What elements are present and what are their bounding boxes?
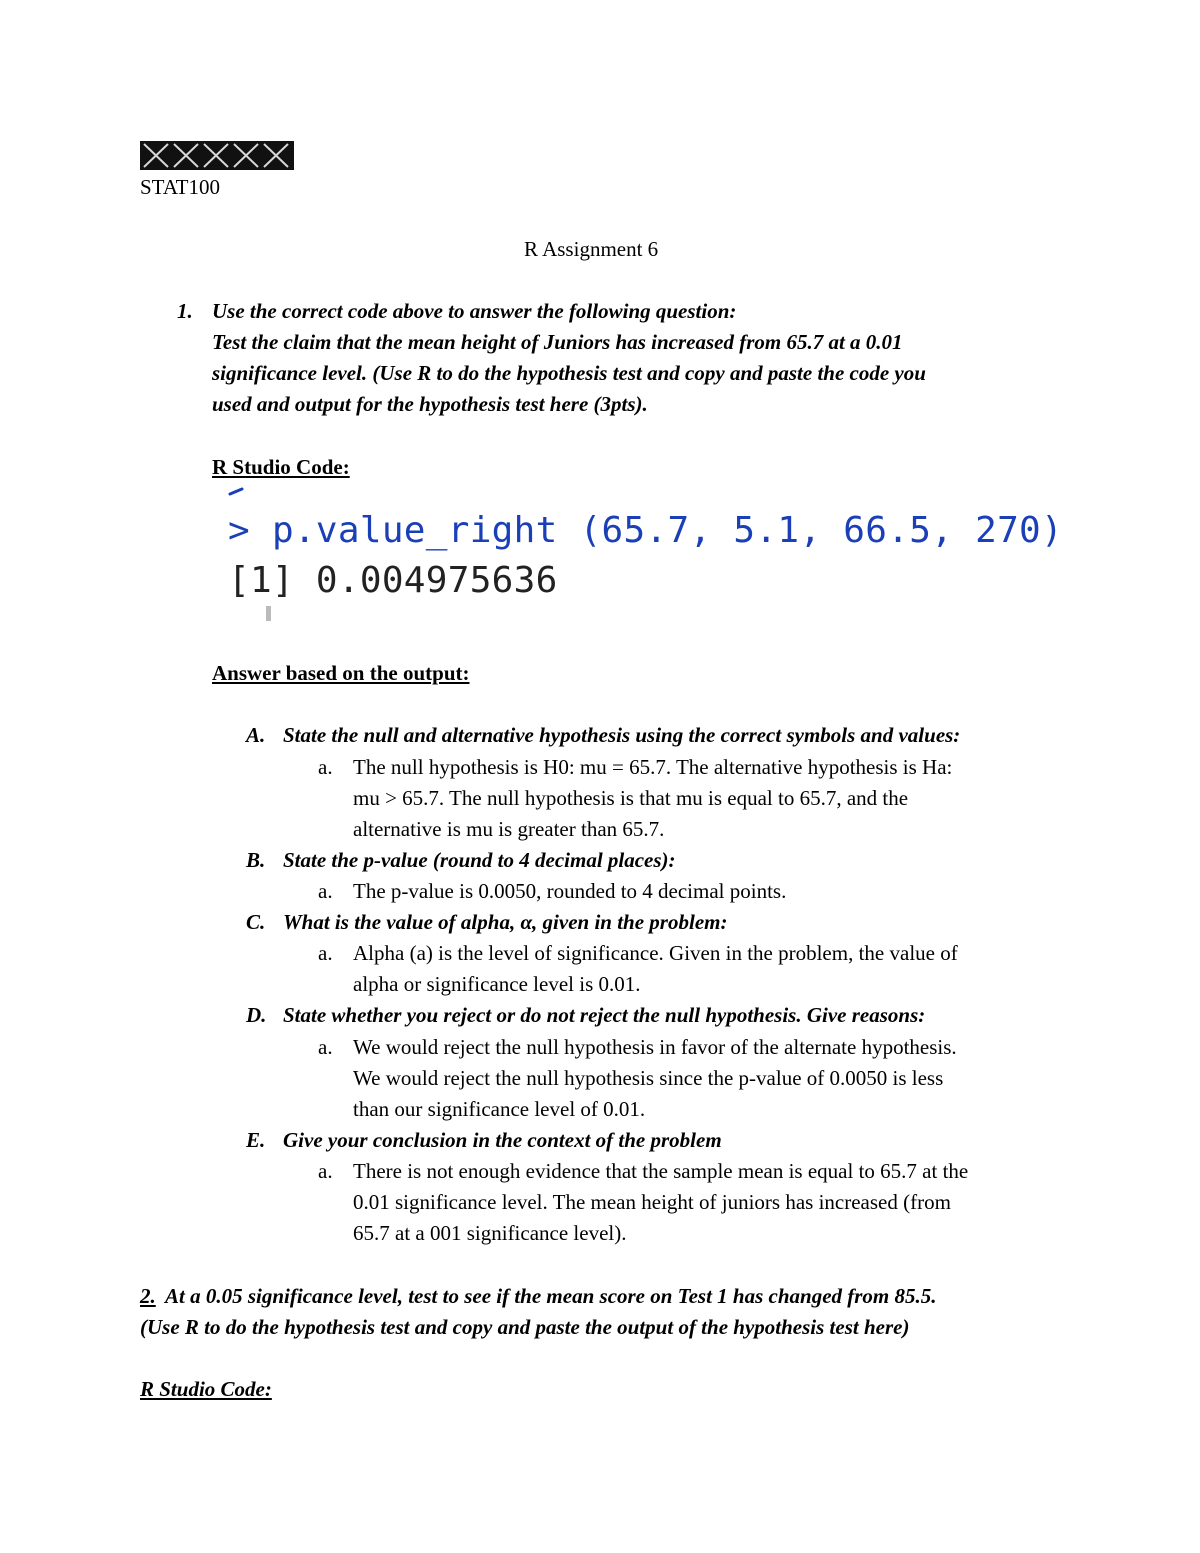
part-a-question: State the null and alternative hypothesis using the correct symbols and values: — [283, 723, 961, 747]
console-output: [1] 0.004975636 — [228, 560, 558, 601]
q2-line-1: At a 0.05 significance level, test to see if the mean score on Test 1 has changed from 85.5. — [165, 1284, 937, 1308]
part-a-answer-letter: a. — [318, 755, 333, 779]
part-b-question: State the p-value (round to 4 decimal places): — [283, 848, 676, 872]
q1-line-3: significance level. (Use R to do the hypothesis test and copy and paste the code you — [212, 361, 926, 385]
part-d-answer-line-2: We would reject the null hypothesis since the p-value of 0.0050 is less — [353, 1066, 944, 1090]
part-d-question: State whether you reject or do not reject the null hypothesis. Give reasons: — [283, 1003, 926, 1027]
console-cursor-mark — [228, 486, 246, 496]
q1-code-label: R Studio Code: — [212, 455, 350, 479]
part-e-answer-line-2: 0.01 significance level. The mean height of juniors has increased (from — [353, 1190, 951, 1214]
part-e-answer-line-3: 65.7 at a 001 significance level). — [353, 1221, 627, 1245]
redacted-name-block — [140, 141, 294, 170]
q1-number: 1. — [177, 299, 193, 323]
part-b-answer-letter: a. — [318, 879, 333, 903]
part-c-letter: C. — [246, 910, 266, 934]
q1-line-1: Use the correct code above to answer the following question: — [212, 299, 737, 323]
part-e-answer-letter: a. — [318, 1159, 333, 1183]
console-caret — [266, 606, 271, 621]
part-b-answer-line-1: The p-value is 0.0050, rounded to 4 decimal points. — [353, 879, 787, 903]
redaction-pattern — [140, 141, 294, 170]
document-title: R Assignment 6 — [524, 237, 659, 261]
part-e-answer-line-1: There is not enough evidence that the sample mean is equal to 65.7 at the — [353, 1159, 969, 1183]
q1-line-2: Test the claim that the mean height of Juniors has increased from 65.7 at a 0.01 — [212, 330, 903, 354]
answer-label: Answer based on the output: — [212, 661, 470, 685]
part-a-answer-line-2: mu > 65.7. The null hypothesis is that mu is equal to 65.7, and the — [353, 786, 909, 810]
q2-code-label: R Studio Code: — [140, 1377, 272, 1401]
course-code: STAT100 — [140, 175, 220, 199]
part-d-answer-line-1: We would reject the null hypothesis in favor of the alternate hypothesis. — [353, 1035, 957, 1059]
part-c-question: What is the value of alpha, α, given in the problem: — [283, 910, 728, 934]
r-console-screenshot — [214, 480, 1064, 625]
part-b-letter: B. — [246, 848, 266, 872]
part-c-answer-line-1: Alpha (a) is the level of significance. Given in the problem, the value of — [353, 941, 958, 965]
part-a-answer-line-1: The null hypothesis is H0: mu = 65.7. The alternative hypothesis is Ha: — [353, 755, 953, 779]
part-e-letter: E. — [246, 1128, 266, 1152]
part-a-letter: A. — [246, 723, 266, 747]
part-d-letter: D. — [246, 1003, 267, 1027]
part-c-answer-line-2: alpha or significance level is 0.01. — [353, 972, 641, 996]
q2-line-2: (Use R to do the hypothesis test and copy and paste the output of the hypothesis test here) — [140, 1315, 910, 1339]
q1-line-4: used and output for the hypothesis test here (3pts). — [212, 392, 648, 416]
part-d-answer-letter: a. — [318, 1035, 333, 1059]
console-command: > p.value_right (65.7, 5.1, 66.5, 270) — [228, 510, 1064, 551]
part-a-answer-line-3: alternative is mu is greater than 65.7. — [353, 817, 665, 841]
part-c-answer-letter: a. — [318, 941, 333, 965]
part-d-answer-line-3: than our significance level of 0.01. — [353, 1097, 646, 1121]
q2-number: 2. — [140, 1284, 156, 1308]
part-e-question: Give your conclusion in the context of the problem — [283, 1128, 722, 1152]
